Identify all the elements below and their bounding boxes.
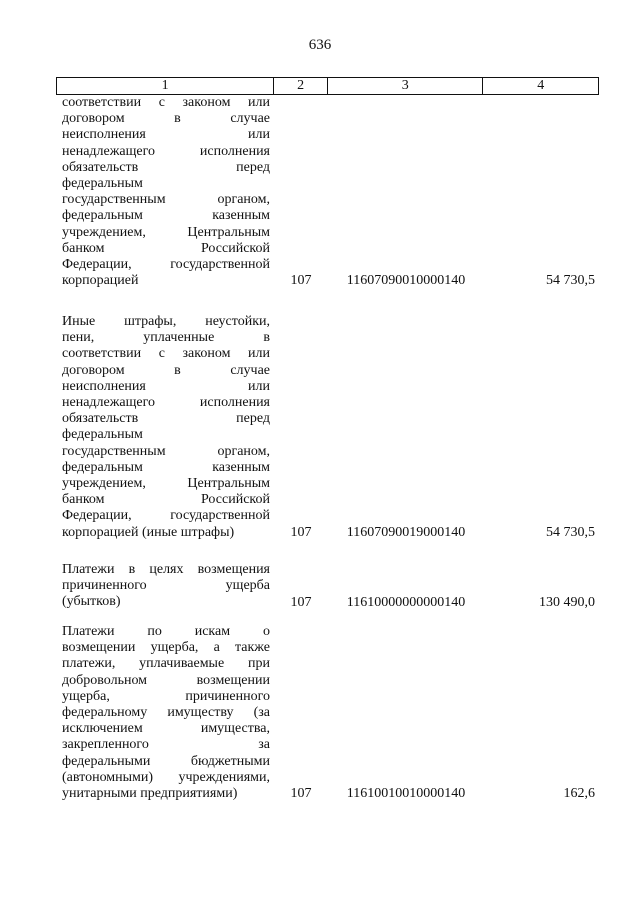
description-line: Федерации, государственной bbox=[62, 257, 270, 273]
description-line: федеральными бюджетными bbox=[62, 753, 270, 769]
row-description bbox=[62, 562, 270, 611]
description-line: обязательств перед bbox=[62, 411, 270, 427]
row-amount: 54 730,5 bbox=[546, 273, 595, 289]
description-line: федеральным казенным bbox=[62, 208, 270, 224]
row-admin-code: 107 bbox=[290, 524, 312, 540]
description-line: федеральным bbox=[62, 427, 143, 443]
description-line: учреждением, Центральным bbox=[62, 476, 270, 492]
description-line: обязательств перед bbox=[62, 159, 270, 175]
description-line: государственным органом, bbox=[62, 192, 270, 208]
description-line: учреждением, Центральным bbox=[62, 224, 270, 240]
header-col-3: 3 bbox=[328, 78, 483, 94]
row-admin-code: 107 bbox=[290, 786, 312, 802]
description-line: ненадлежащего исполнения bbox=[62, 395, 270, 411]
row-budget-code: 11607090010000140 bbox=[346, 273, 466, 289]
row-budget-code: 11607090019000140 bbox=[346, 524, 466, 540]
header-col-1: 1 bbox=[57, 78, 274, 94]
table-row bbox=[56, 95, 599, 289]
description-line: пени, уплаченные в bbox=[62, 330, 270, 346]
description-line: федеральным казенным bbox=[62, 459, 270, 475]
description-line: корпорацией (иные штрафы) bbox=[62, 524, 235, 540]
row-amount: 162,6 bbox=[563, 786, 595, 802]
description-line: банком Российской bbox=[62, 240, 270, 256]
description-line: договором в случае bbox=[62, 362, 270, 378]
header-col-2: 2 bbox=[274, 78, 328, 94]
row-description bbox=[62, 314, 270, 541]
description-line: ущерба, причиненного bbox=[62, 688, 270, 704]
description-line: неисполнения или bbox=[62, 127, 270, 143]
description-line: причиненного ущерба bbox=[62, 578, 270, 594]
description-line: государственным органом, bbox=[62, 443, 270, 459]
description-line: федеральным bbox=[62, 176, 143, 192]
header-col-4: 4 bbox=[537, 78, 545, 93]
row-budget-code: 11610010010000140 bbox=[346, 786, 466, 802]
table-row bbox=[56, 562, 599, 611]
row-amount: 54 730,5 bbox=[546, 524, 595, 540]
description-line: унитарными предприятиями) bbox=[62, 786, 238, 802]
row-description bbox=[62, 95, 270, 289]
row-budget-code: 11610000000000140 bbox=[346, 594, 466, 610]
row-admin-code: 107 bbox=[290, 594, 312, 610]
description-line: исключением имущества, bbox=[62, 721, 270, 737]
description-line: возмещении ущерба, а также bbox=[62, 640, 270, 656]
description-line: соответствии с законом или bbox=[62, 95, 270, 110]
row-admin-code: 107 bbox=[290, 273, 312, 289]
description-line: (убытков) bbox=[62, 594, 121, 610]
description-line: федеральному имуществу (за bbox=[62, 705, 270, 721]
description-line: добровольном возмещении bbox=[62, 672, 270, 688]
description-line: ненадлежащего исполнения bbox=[62, 143, 270, 159]
description-line: платежи, уплачиваемые при bbox=[62, 656, 270, 672]
description-line: (автономными) учреждениями, bbox=[62, 769, 270, 785]
table-row bbox=[56, 624, 599, 802]
description-line: корпорацией bbox=[62, 273, 139, 289]
description-line: Федерации, государственной bbox=[62, 508, 270, 524]
description-line: банком Российской bbox=[62, 492, 270, 508]
table-row bbox=[56, 314, 599, 541]
row-description bbox=[62, 624, 270, 802]
page-number: 636 bbox=[308, 37, 332, 53]
description-line: Платежи в целях возмещения bbox=[62, 562, 270, 577]
description-line: Иные штрафы, неустойки, bbox=[62, 314, 270, 329]
description-line: соответствии с законом или bbox=[62, 346, 270, 362]
description-line: неисполнения или bbox=[62, 378, 270, 394]
description-line: закрепленного за bbox=[62, 737, 270, 753]
description-line: Платежи по искам о bbox=[62, 624, 270, 639]
row-amount: 130 490,0 bbox=[539, 594, 595, 610]
table-header bbox=[56, 77, 599, 95]
description-line: договором в случае bbox=[62, 111, 270, 127]
